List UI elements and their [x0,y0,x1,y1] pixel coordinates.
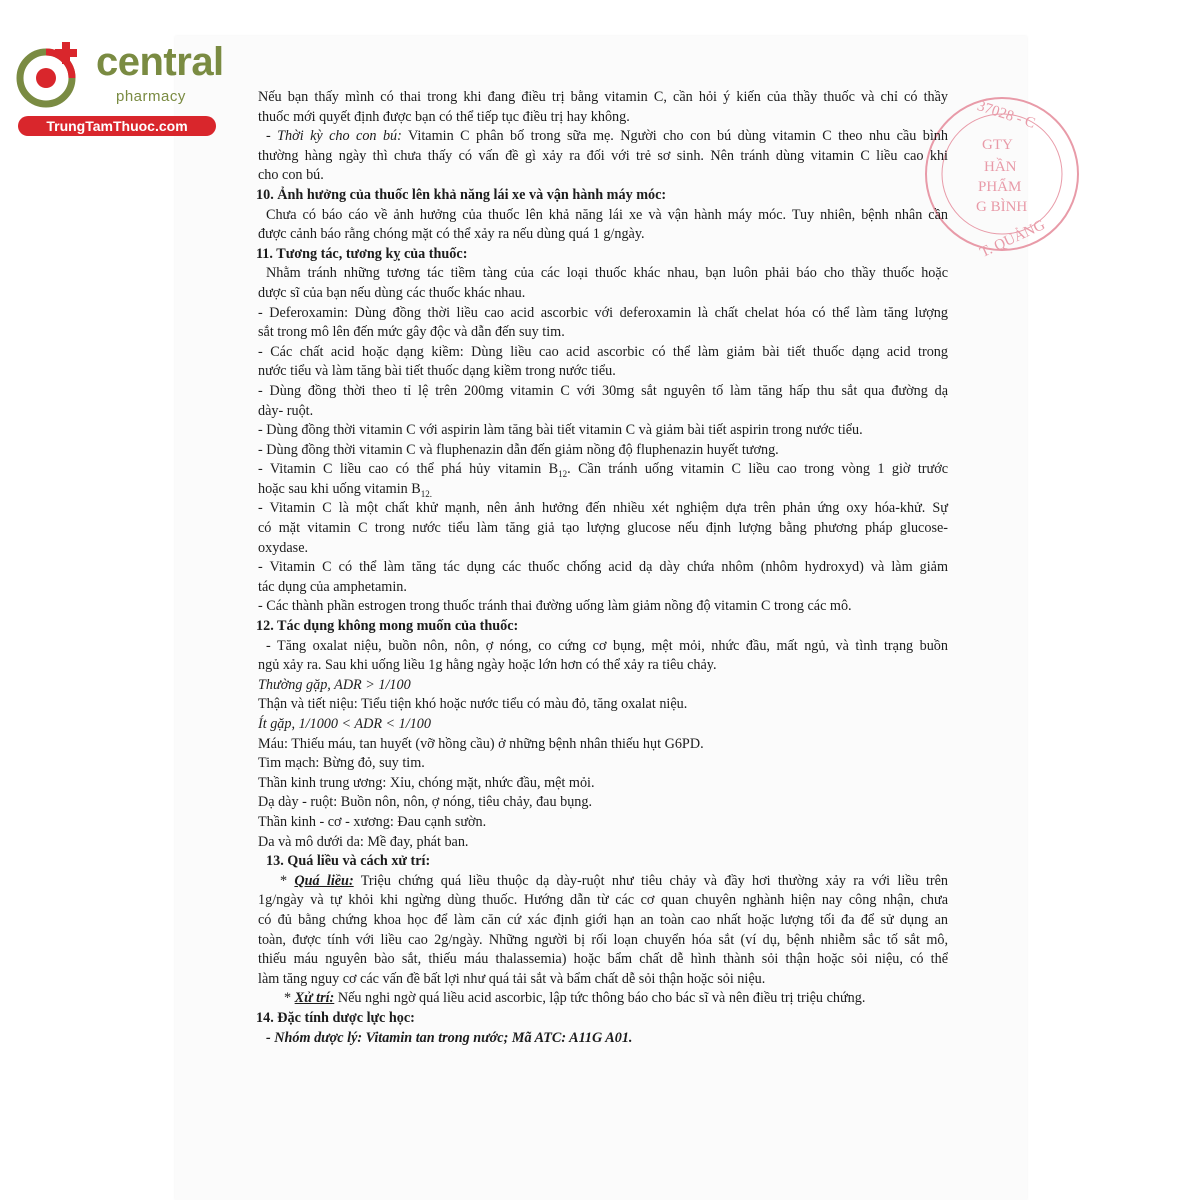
text-span: Triệu chứng quá liều thuộc dạ dày-ruột như tiêu chảy và đầy hơi thường xảy ra với liều trên [353,872,949,889]
paragraph-line: dày- ruột. [258,402,314,419]
lactation-label: - Thời kỳ cho con bú: [266,128,402,145]
document-body [258,88,948,1048]
paragraph-line: - Dùng đồng thời vitamin C và fluphenazin dẫn đến giảm nồng độ fluphenazin huyết tương. [258,441,779,458]
paragraph-line: - Nhóm dược lý: Vitamin tan trong nước; Mã ATC: A11G A01. [266,1029,633,1046]
company-stamp [962,98,1052,264]
paragraph-line: Nhằm tránh những tương tác tiềm tàng của các loại thuốc khác nhau, bạn luôn phải báo cho thầy thuốc hoặc [266,265,948,282]
paragraph-line [258,460,948,480]
paragraph-line: - Deferoxamin: Dùng đồng thời liều cao acid ascorbic với deferoxamin là chất chelat hóa có thể làm tăng lượng [258,304,948,321]
overdose-label: Quá liều: [294,872,354,889]
section-heading-13: 13. Quá liều và cách xử trí: [266,853,431,870]
paragraph-line: - Vitamin C là một chất khử mạnh, nên ảnh hưởng đến nhiều xét nghiệm dựa trên phản ứng oxy hóa-khử. Sự [258,500,948,517]
paragraph-line: Thận và tiết niệu: Tiểu tiện khó hoặc nước tiểu có màu đỏ, tăng oxalat niệu. [258,696,688,713]
stamp-line: HẦN [984,159,1017,175]
paragraph-line: oxydase. [258,539,309,556]
paragraph-line: - Dùng đồng thời vitamin C với aspirin làm tăng bài tiết vitamin C và giảm bài tiết aspirin trong nước tiểu. [258,422,863,439]
frequency-label: Thường gặp, ADR > 1/100 [258,676,411,693]
paragraph-line: 1g/ngày và tự khỏi khi ngừng dùng thuốc. Hướng dẫn từ các cơ quan chuyên nghành hiện nay công nhận, chưa [258,892,948,909]
text-span: Vitamin C phân bố trong sữa mẹ. Người cho con bú dùng vitamin C theo nhu cầu bình [401,128,948,145]
stamp-line: T. QUẢNG [977,217,1048,262]
text-span: Nếu nghi ngờ quá liều acid ascorbic, lập tức thông báo cho bác sĩ và nên điều trị triệu chứng. [334,990,866,1007]
stamp-line: 37028 - C [975,98,1038,132]
subscript: 12. [420,488,432,499]
paragraph-line: được cảnh báo rằng chóng mặt có thể xảy ra nếu dùng quá 1 g/ngày. [258,226,645,243]
section-heading-14: 14. Đặc tính dược lực học: [256,1009,415,1026]
paragraph-line: Chưa có báo cáo về ảnh hưởng của thuốc lên khả năng lái xe và vận hành máy móc. Tuy nhiên, bệnh nhân cần [266,206,948,223]
paragraph-line: thuốc mới quyết định được bạn có thể tiếp tục điều trị hay không. [258,108,630,125]
stamp-line: PHẨM [978,179,1022,195]
frequency-label: Ít gặp, 1/1000 < ADR < 1/100 [258,716,431,732]
paragraph-line: Thần kinh trung ương: Xỉu, chóng mặt, nhức đầu, mệt mỏi. [258,774,595,791]
section-heading-10: 10. Ảnh hưởng của thuốc lên khả năng lái xe và vận hành máy móc: [256,186,667,203]
paragraph-line: làm tăng nguy cơ các vấn đề bất lợi như quá tải sắt và bẩm chất dễ sỏi thận hoặc sỏi niệu. [258,970,766,987]
paragraph-line: toàn, được tính với liều cao 2g/ngày. Những người bị rối loạn chuyển hóa sắt (ví dụ, bệnh nhiễm sắc tố sắt mô, [258,931,948,948]
paragraph-line: - Các chất acid hoặc dạng kiềm: Dùng liều cao acid ascorbic có thể làm giảm bài tiết thuốc dạng acid trong [258,343,948,360]
paragraph-line: ngủ xảy ra. Sau khi uống liều 1g hằng ngày hoặc lớn hơn có thể xảy ra tiêu chảy. [258,657,717,674]
paragraph-line: Nếu bạn thấy mình có thai trong khi đang điều trị bằng vitamin C, cần hỏi ý kiến của thầy thuốc và chỉ có thầy [258,89,948,105]
section-heading-11: 11. Tương tác, tương kỵ của thuốc: [256,245,468,262]
paragraph-line: Dạ dày - ruột: Buồn nôn, nôn, ợ nóng, tiêu chảy, đau bụng. [258,794,593,811]
paragraph-line: Thần kinh - cơ - xương: Đau cạnh sườn. [258,813,487,830]
paragraph-line: sắt trong mô lên đến mức gây độc và dẫn đến suy tim. [258,324,565,341]
text-span: . Cần tránh uống vitamin C liều cao trong vòng 1 giờ trước [567,461,948,478]
paragraph-line [258,872,948,892]
paragraph-line: - Dùng đồng thời theo tỉ lệ trên 200mg vitamin C với 30mg sắt nguyên tố làm tăng hấp thu sắt qua đường dạ [258,382,948,399]
paragraph-line: cho con bú. [258,167,324,184]
paragraph-line: dược sĩ của bạn nếu dùng các thuốc khác nhau. [258,284,526,301]
paragraph-line: - Tăng oxalat niệu, buồn nôn, nôn, ợ nóng, co cứng cơ bụng, mệt mỏi, nhức đầu, mất ngủ, và tình trạng buồn [266,637,948,654]
stamp-line: G BÌNH [976,199,1028,215]
text-span: hoặc sau khi uống vitamin B [258,480,421,497]
brand-site-link[interactable]: TrungTamThuoc.com [18,116,216,136]
paragraph-line: tác dụng của amphetamin. [258,578,407,595]
section-heading-12: 12. Tác dụng không mong muốn của thuốc: [256,618,519,635]
paragraph-line: có đủ bằng chứng khoa học để làm căn cứ xác định giới hạn an toàn cao nhất hoặc lượng tối đa để sử dụng an [258,911,948,928]
treatment-label: Xử trí: [294,990,335,1007]
paragraph-line: nước tiểu và làm tăng bài tiết thuốc dạng kiềm trong nước tiểu. [258,363,616,380]
pharmacy-cross-icon [12,40,84,112]
stamp-line: GTY [982,137,1013,153]
text-span: - Vitamin C liều cao có thể phá hủy vitamin B [258,461,559,478]
paragraph-line: có mặt vitamin C trong nước tiểu làm tăng giả tạo lượng glucose nếu định lượng bằng phương pháp glucose- [258,520,948,537]
paragraph-line: thiếu máu nguyên bào sắt, thiếu máu thalassemia) hoặc bẩm chất dễ hình thành sỏi thận hoặc sỏi niệu, có thể [258,951,948,968]
paragraph-line [258,989,948,1009]
paragraph-line: - Vitamin C có thể làm tăng tác dụng các thuốc chống acid dạ dày chứa nhôm (nhôm hydroxyd) và làm giảm [258,559,948,576]
paragraph-line: Máu: Thiếu máu, tan huyết (vỡ hồng cầu) ở những bệnh nhân thiếu hụt G6PD. [258,735,704,752]
paragraph-line: Da và mô dưới da: Mề đay, phát ban. [258,833,469,850]
subscript: 12 [558,469,568,480]
paragraph-line: - Các thành phần estrogen trong thuốc tránh thai đường uống làm giảm nồng độ vitamin C trong các mô. [258,598,852,615]
central-pharmacy-logo[interactable] [8,36,224,136]
paragraph-line [258,127,948,147]
paragraph-line: thường hàng ngày thì chưa thấy có vấn đề gì xảy ra đối với trẻ sơ sinh. Nên tránh dùng vitamin C liều cao khi [258,147,948,164]
text-span: * [280,872,295,889]
brand-subtitle: pharmacy [116,88,186,105]
paragraph-line: Tim mạch: Bừng đỏ, suy tim. [258,755,425,772]
brand-name: central [96,40,224,84]
text-span: * [284,990,295,1007]
paragraph-line [258,480,948,500]
